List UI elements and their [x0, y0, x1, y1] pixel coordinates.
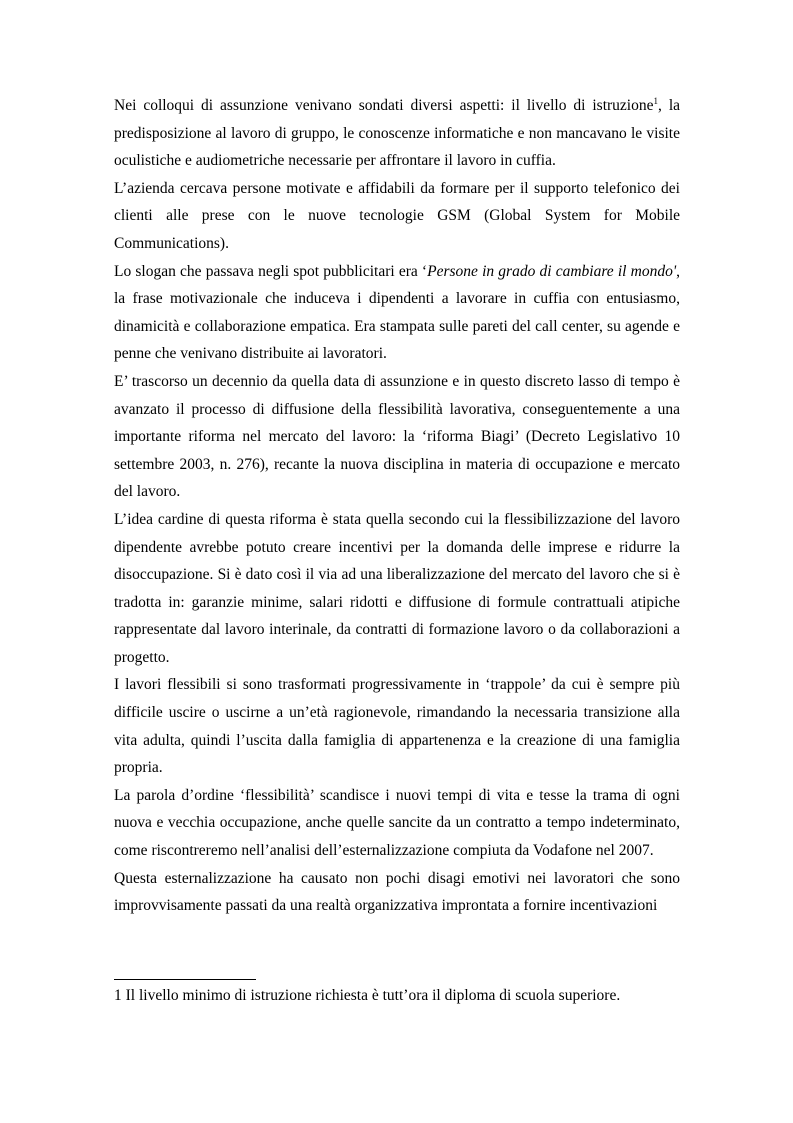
- paragraph-3: [114, 258, 680, 368]
- body-text: [114, 92, 680, 920]
- paragraph-8: Questa esternalizzazione ha causato non pochi disagi emotivi nei lavoratori che sono improvvisamente passati da una realtà organizzativa improntata a fornire incentivazioni: [114, 869, 680, 915]
- paragraph-1-text-end: , la predisposizione al lavoro di gruppo, le conoscenze informatiche e non mancavano le visite oculistiche e audiometriche necessarie per affrontare il lavoro in cuffia.: [114, 97, 680, 170]
- paragraph-1: [114, 92, 680, 175]
- paragraph-1-text-start: Nei colloqui di assunzione venivano sondati diversi aspetti: il livello di istruzione: [114, 97, 654, 114]
- paragraph-6: I lavori flessibili si sono trasformati progressivamente in ‘trappole’ da cui è sempre più difficile uscire o uscirne a un’età ragionevole, rimandando la necessaria transizione alla vita adulta, quindi l’uscita dalla famiglia di appartenenza e la creazione di una famiglia propria.: [114, 676, 680, 777]
- footnote-separator: [114, 979, 256, 980]
- paragraph-3-text-end: , la frase motivazionale che induceva i dipendenti a lavorare in cuffia con entusiasmo, dinamicità e collaborazione empatica. Era stampata sulle pareti del call center, su agende e penne che venivano distribuite ai lavoratori.: [114, 262, 681, 363]
- footnote-text: 1 Il livello minimo di istruzione richiesta è tutt’ora il diploma di scuola superiore.: [114, 987, 621, 1004]
- paragraph-3-text-start: Lo slogan che passava negli spot pubblicitari era ‘: [114, 262, 428, 280]
- paragraph-5: L’idea cardine di questa riforma è stata quella secondo cui la flessibilizzazione del lavoro dipendente avrebbe potuto creare incentivi per la domanda delle imprese e ridurre la disoccupazione. Si è dato così il via ad una liberalizzazione del mercato del lavoro che si è tradotta in: garanzie minime, salari ridotti e diffusione di formule contrattuali atipiche rappresentate dal lavoro interinale, da contratti di formazione lavoro o da collaborazioni a progetto.: [114, 510, 680, 666]
- slogan-italic: Persone in grado di cambiare il mondo': [427, 262, 677, 280]
- paragraph-7: La parola d’ordine ‘flessibilità’ scandisce i nuovi tempi di vita e tesse la trama di ogni nuova e vecchia occupazione, anche quelle sancite da un contratto a tempo indeterminato, come riscontreremo nell’analisi dell’esternalizzazione compiuta da Vodafone nel 2007.: [114, 786, 680, 860]
- paragraph-4: E’ trascorso un decennio da quella data di assunzione e in questo discreto lasso di tempo è avanzato il processo di diffusione della flessibilità lavorativa, conseguentemente a una importante riforma nel mercato del lavoro: la ‘riforma Biagi’ (Decreto Legislativo 10 settembre 2003, n. 276), recante la nuova disciplina in materia di occupazione e mercato del lavoro.: [114, 372, 680, 501]
- paragraph-2: L’azienda cercava persone motivate e affidabili da formare per il supporto telefonico dei clienti alle prese con le nuove tecnologie GSM (Global System for Mobile Communications).: [114, 179, 680, 252]
- footnote-reference[interactable]: 1: [653, 96, 658, 106]
